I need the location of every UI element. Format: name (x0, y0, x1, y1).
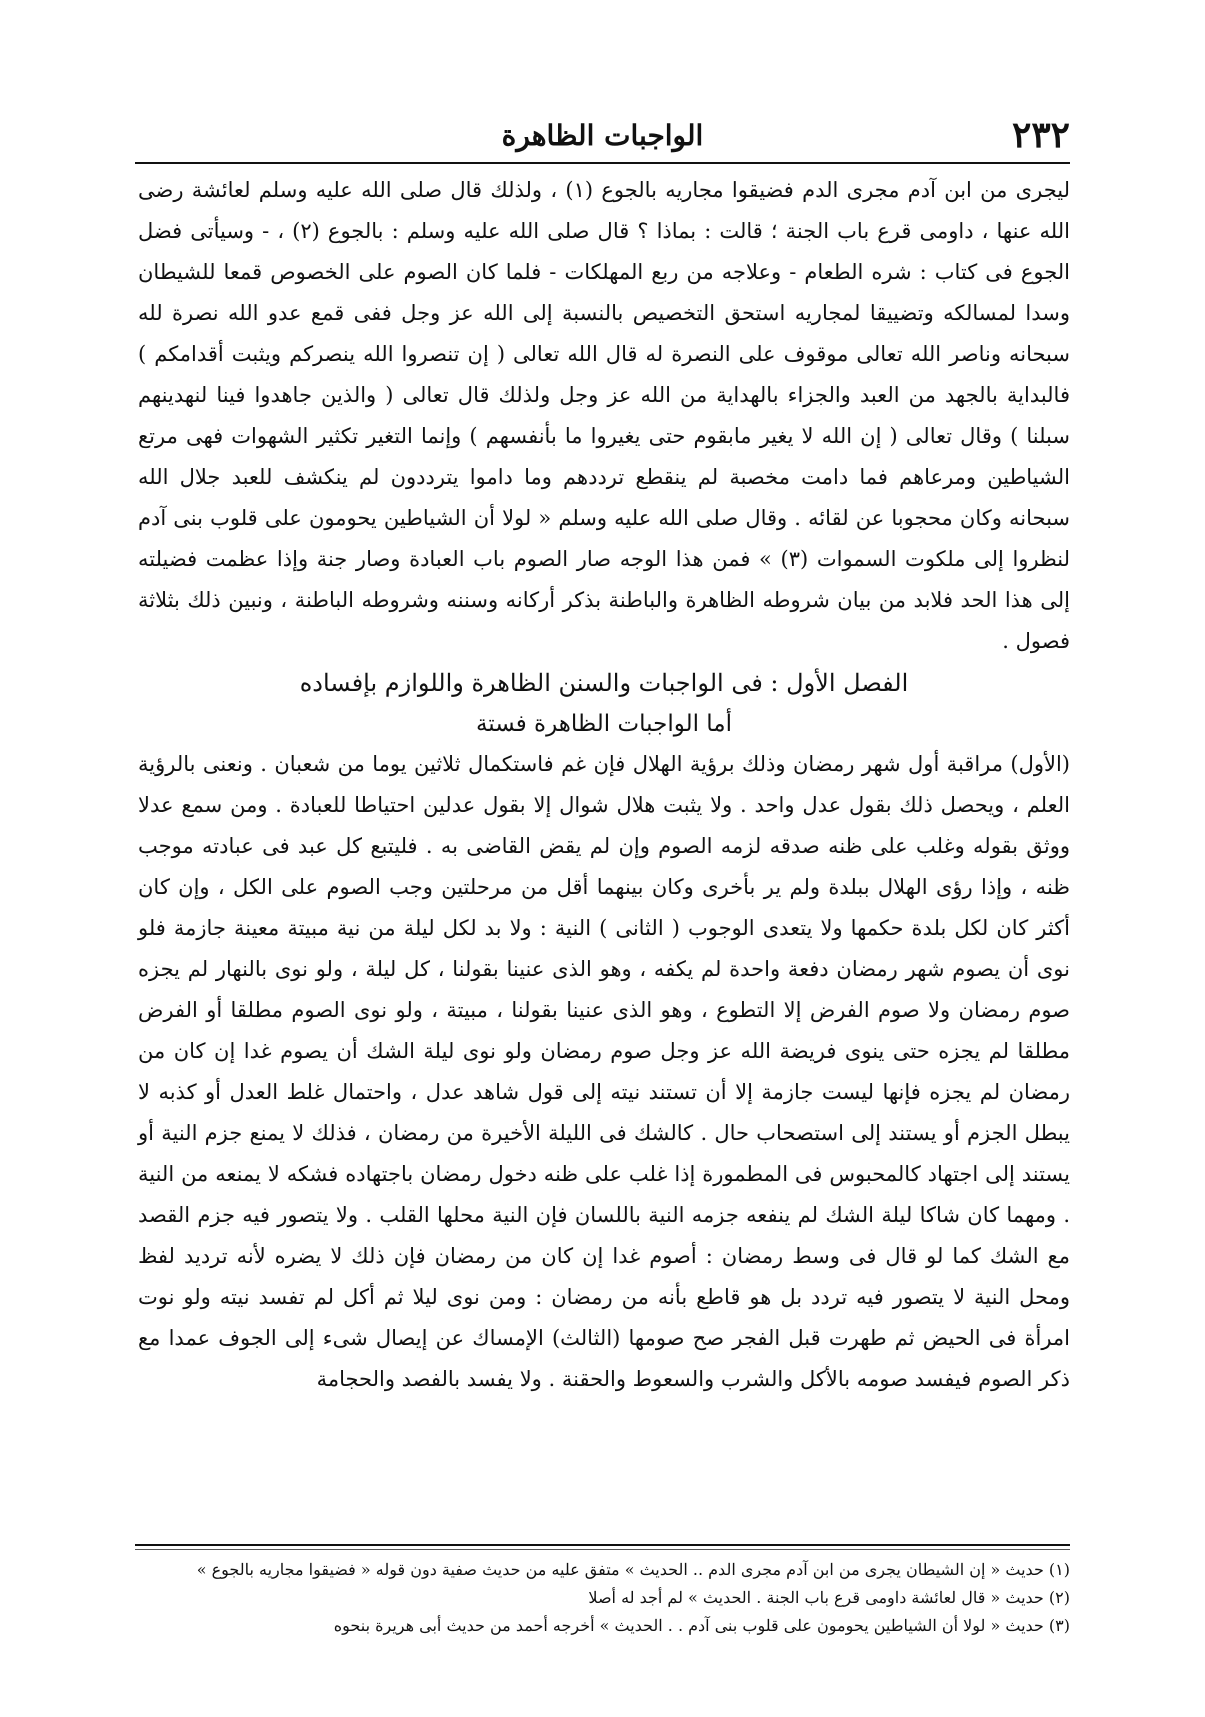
footnote-rule (135, 1544, 1070, 1546)
footnote-1: (١) حديث « إن الشيطان يجرى من ابن آدم مجرى الدم .. الحديث » متفق عليه من حديث صفية دون قوله « فضيقوا مجاريه بالجوع » (196, 1560, 1070, 1579)
running-title: الواجبات الظاهرة (501, 119, 704, 152)
sub-title: أما الواجبات الظاهرة فستة (475, 711, 733, 737)
footnote-rule-thin (135, 1549, 1070, 1550)
footnote-3: (٣) حديث « لولا أن الشياطين يحومون على قلوب بنى آدم . . الحديث » أخرجه أحمد من حديث أبى هريرة بنحوه (333, 1616, 1070, 1635)
paragraph-1: ليجرى من ابن آدم مجرى الدم فضيقوا مجاريه بالجوع (١) ، ولذلك قال صلى الله عليه وسلم لعائشة رضى الله عنها ، داومى قرع باب الجنة ؛ قالت : بماذا ؟ قال صلى الله عليه وسلم : بالجوع (٢) ، - وسيأتى فضل الجوع فى كتاب : شره الطعام - وعلاجه من ربع المهلكات - فلما كان الصوم على الخصوص قمعا للشيطان وسدا لمسالكه وتضييقا لمجاريه استحق التخصيص بالنسبة إلى الله عز وجل ففى قمع عدو الله نصرة لله سبحانه وناصر الله تعالى موقوف على النصرة له قال الله تعالى ( إن تنصروا الله ينصركم ويثبت أقدامكم ) فالبداية بالجهد من العبد والجزاء بالهداية من الله عز وجل ولذلك قال تعالى ( والذين جاهدوا فينا لنهدينهم سبلنا ) وقال تعالى ( إن الله لا يغير مابقوم حتى يغيروا ما بأنفسهم ) وإنما التغير تكثير الشهوات فهى مرتع الشياطين ومرعاهم فما دامت مخصبة لم ينقطع ترددهم وما داموا يترددون لم ينكشف للعبد جلال الله سبحانه وكان محجوبا عن لقائه . وقال صلى الله عليه وسلم « لولا أن الشياطين يحومون على قلوب بنى آدم لنظروا إلى ملكوت السموات (٣) » فمن هذا الوجه صار الصوم باب العبادة وصار جنة وإذا عظمت فضيلته إلى هذا الحد فلابد من بيان شروطه الظاهرة والباطنة بذكر أركانه وسننه وشروطه الباطنة ، ونبين ذلك بثلاثة فصول . (138, 178, 1070, 653)
paragraph-2: (الأول) مراقبة أول شهر رمضان وذلك برؤية الهلال فإن غم فاستكمال ثلاثين يوما من شعبان . ونعنى بالرؤية العلم ، ويحصل ذلك بقول عدل واحد . ولا يثبت هلال شوال إلا بقول عدلين احتياطا للعبادة . ومن سمع عدلا ووثق بقوله وغلب على ظنه صدقه لزمه الصوم وإن لم يقض القاضى به . فليتبع كل عبد فى عبادته موجب ظنه ، وإذا رؤى الهلال ببلدة ولم ير بأخرى وكان بينهما أقل من مرحلتين وجب الصوم على الكل ، وإن كان أكثر كان لكل بلدة حكمها ولا يتعدى الوجوب ( الثانى ) النية : ولا بد لكل ليلة من نية مبيتة معينة جازمة فلو نوى أن يصوم شهر رمضان دفعة واحدة لم يكفه ، وهو الذى عنينا بقولنا ، كل ليلة ، ولو نوى بالنهار لم يجزه صوم رمضان ولا صوم الفرض إلا التطوع ، وهو الذى عنينا بقولنا ، مبيتة ، ولو نوى الصوم مطلقا أو الفرض مطلقا لم يجزه حتى ينوى فريضة الله عز وجل صوم رمضان ولو نوى ليلة الشك أن يصوم غدا إن كان من رمضان لم يجزه فإنها ليست جازمة إلا أن تستند نيته إلى قول شاهد عدل ، واحتمال غلط العدل أو كذبه لا يبطل الجزم أو يستند إلى استصحاب حال . كالشك فى الليلة الأخيرة من رمضان ، فذلك لا يمنع جزم النية أو يستند إلى اجتهاد كالمحبوس فى المطمورة إذا غلب على ظنه دخول رمضان باجتهاده فشكه لا يمنعه من النية . ومهما كان شاكا ليلة الشك لم ينفعه جزمه النية باللسان فإن النية محلها القلب . ولا يتصور فيه جزم القصد مع الشك كما لو قال فى وسط رمضان : أصوم غدا إن كان من رمضان فإن ذلك لا يضره لأنه ترديد لفظ ومحل النية لا يتصور فيه تردد بل هو قاطع بأنه من رمضان : ومن نوى ليلا ثم أكل لم تفسد نيته ولو نوت امرأة فى الحيض ثم طهرت قبل الفجر صح صومها (الثالث) الإمساك عن إيصال شىء إلى الجوف عمدا مع ذكر الصوم فيفسد صومه بالأكل والشرب والسعوط والحقنة . ولا يفسد بالفصد والحجامة (138, 752, 1070, 1391)
main-text (138, 170, 1070, 1400)
section-title: الفصل الأول : فى الواجبات والسنن الظاهرة واللوازم بإفساده (299, 669, 909, 697)
footnote-2: (٢) حديث « قال لعائشة داومى قرع باب الجنة . الحديث » لم أجد له أصلا (588, 1588, 1070, 1607)
page-number: ٢٣٢ (1011, 114, 1070, 156)
header-rule (135, 162, 1070, 164)
footnotes (138, 1556, 1070, 1640)
page-header (135, 112, 1070, 164)
